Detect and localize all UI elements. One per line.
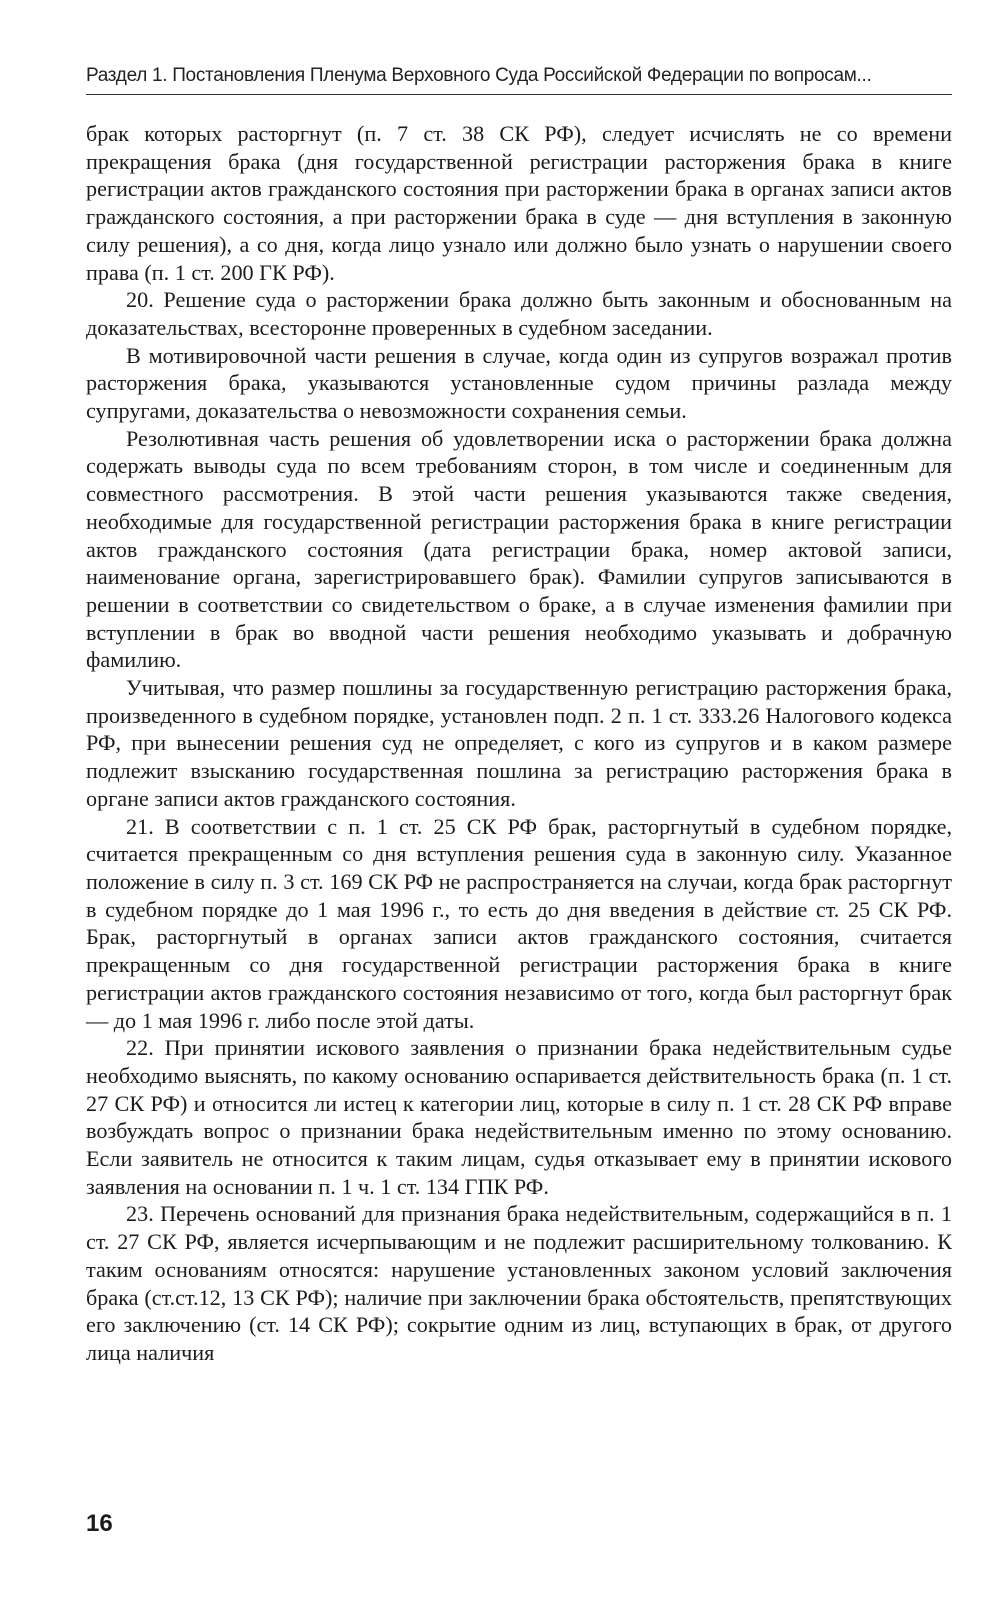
paragraph-resolution: Резолютивная часть решения об удовлетворении иска о расторжении брака должна содержать выводы суда по всем требованиям сторон, в том числе и соединенным для совместного рассмотрения. В этой части решения указываются также сведения, необходимые для государственной регистрации расторжения брака в книге регистрации актов гражданского состояния (дата регистрации брака, номер актовой записи, наименование органа, зарегистрировавшего брак). Фамилии супругов записываются в решении в соответствии со свидетельством о браке, а в случае изменения фамилии при вступлении в брак во вводной части решения необходимо указывать и добрачную фамилию. (86, 425, 952, 673)
paragraph-item-20: 20. Решение суда о расторжении брака должно быть законным и обоснованным на доказательствах, всесторонне проверенных в судебном заседании. (86, 287, 952, 340)
page-number: 16 (86, 1510, 113, 1537)
paragraph-motivation: В мотивировочной части решения в случае, когда один из супругов возражал против расторжения брака, указываются установленные судом причины разлада между супругами, доказательства о невозможности сохранения семьи. (86, 342, 952, 424)
paragraph-item-22: 22. При принятии искового заявления о признании брака недействительным судье необходимо выяснять, по какому основанию оспаривается действительность брака (п. 1 ст. 27 СК РФ) и относится ли истец к категории лиц, которые в силу п. 1 ст. 28 СК РФ вправе возбуждать вопрос о признании брака недействительным именно по этому основанию. Если заявитель не относится к таким лицам, судья отказывает ему в принятии искового заявления на основании п. 1 ч. 1 ст. 134 ГПК РФ. (86, 1035, 952, 1199)
paragraph-item-21: 21. В соответствии с п. 1 ст. 25 СК РФ брак, расторгнутый в судебном порядке, считается прекращенным со дня вступления решения суда в законную силу. Указанное положение в силу п. 3 ст. 169 СК РФ не распространяется на случаи, когда брак расторгнут в судебном порядке до 1 мая 1996 г., то есть до дня введения в действие ст. 25 СК РФ. Брак, расторгнутый в органах записи актов гражданского состояния, считается прекращенным со дня государственной регистрации расторжения брака в книге регистрации актов гражданского состояния независимо от того, когда был расторгнут брак — до 1 мая 1996 г. либо после этой даты. (86, 813, 952, 1033)
paragraph-state-fee: Учитывая, что размер пошлины за государственную регистрацию расторжения брака, произведенного в судебном порядке, установлен подп. 2 п. 1 ст. 333.26 Налогового кодекса РФ, при вынесении решения суд не определяет, с кого из супругов и в каком размере подлежит взысканию государственная пошлина за регистрацию расторжения брака в органе записи актов гражданского состояния. (86, 675, 952, 811)
paragraph-continuation: брак которых расторгнут (п. 7 ст. 38 СК РФ), следует исчислять не со времени прекращения брака (дня государственной регистрации расторжения брака в книге регистрации актов гражданского состояния при расторжении брака в органах записи актов гражданского состояния, а при расторжении брака в суде — дня вступления в законную силу решения), а со дня, когда лицо узнало или должно было узнать о нарушении своего права (п. 1 ст. 200 ГК РФ). (86, 121, 952, 285)
running-header: Раздел 1. Постановления Пленума Верховного Суда Российской Федерации по вопросам... (86, 65, 872, 86)
header-rule (86, 94, 952, 95)
paragraph-item-23: 23. Перечень оснований для признания брака недействительным, содержащийся в п. 1 ст. 27 СК РФ, является исчерпывающим и не подлежит расширительному толкованию. К таким основаниям относятся: нарушение установленных законом условий заключения брака (ст.ст.12, 13 СК РФ); наличие при заключении брака обстоятельств, препятствующих его заключению (ст. 14 СК РФ); сокрытие одним из лиц, вступающих в брак, от другого лица наличия (86, 1201, 952, 1365)
body-text (86, 120, 952, 1367)
